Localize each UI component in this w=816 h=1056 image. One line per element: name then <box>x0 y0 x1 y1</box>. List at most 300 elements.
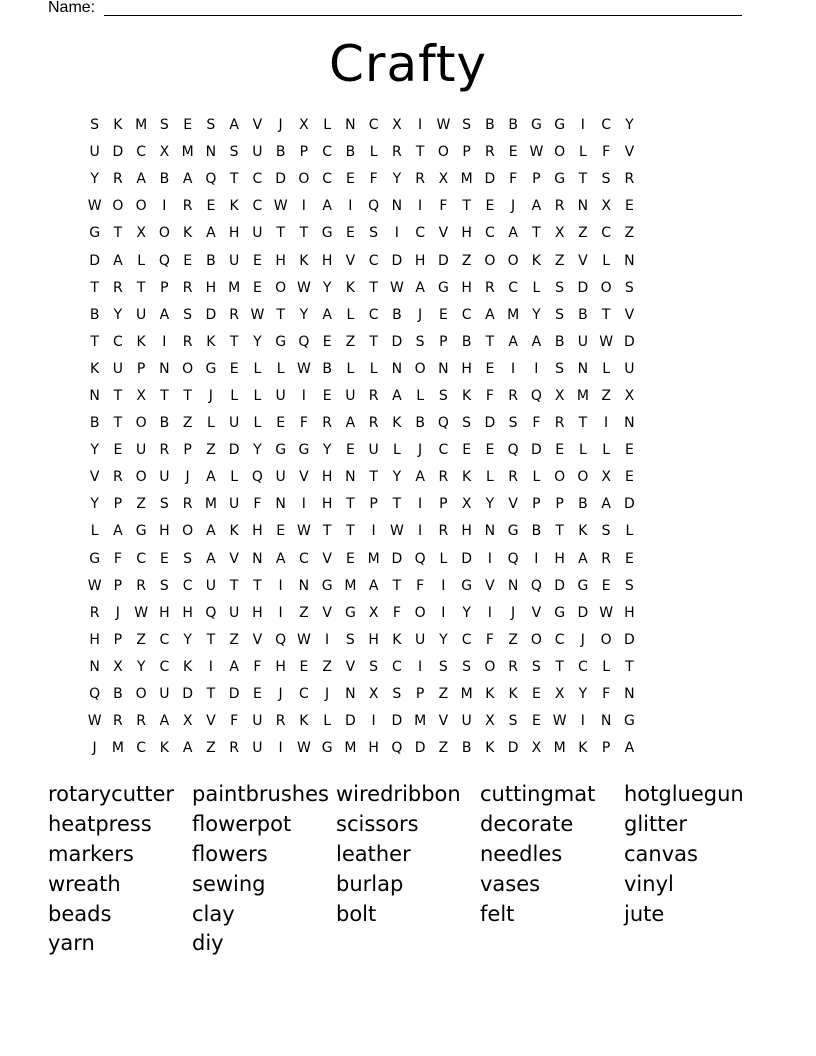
grid-letter: N <box>577 360 589 377</box>
grid-letter: I <box>580 117 585 134</box>
grid-letter: T <box>276 306 285 323</box>
grid-letter: W <box>296 360 311 377</box>
grid-letter: W <box>296 523 311 540</box>
grid-letter: L <box>602 442 611 459</box>
grid-letter: R <box>113 171 123 188</box>
grid-letter: W <box>134 604 149 621</box>
grid-letter: N <box>252 550 263 567</box>
grid-letter: Y <box>113 306 123 323</box>
grid-letter: L <box>230 469 239 486</box>
grid-letter: M <box>344 740 357 757</box>
grid-row <box>83 546 734 573</box>
grid-letter: C <box>182 577 193 594</box>
grid-letter: T <box>322 523 332 540</box>
grid-letter: I <box>487 604 492 621</box>
grid-letter: B <box>206 252 216 269</box>
grid-letter: S <box>369 225 379 242</box>
grid-letter: R <box>182 333 193 350</box>
grid-letter: J <box>92 740 97 757</box>
grid-letter: Y <box>90 442 99 459</box>
grid-letter: E <box>113 442 123 459</box>
grid-letter: O <box>182 523 194 540</box>
grid-letter: F <box>253 658 262 675</box>
grid-letter: I <box>301 387 306 404</box>
grid-letter: W <box>87 577 102 594</box>
grid-letter: M <box>135 117 148 134</box>
grid-letter: D <box>391 713 403 730</box>
grid-letter: T <box>276 225 285 242</box>
grid-row <box>83 491 734 518</box>
grid-letter: T <box>346 496 355 513</box>
grid-letter: M <box>553 740 566 757</box>
grid-letter: D <box>623 333 635 350</box>
grid-letter: K <box>206 333 216 350</box>
grid-letter: C <box>461 631 472 648</box>
word-list-item: beads <box>48 901 112 926</box>
grid-letter: H <box>182 604 193 621</box>
grid-letter: H <box>554 550 565 567</box>
grid-letter: T <box>229 333 239 350</box>
grid-letter: K <box>183 225 193 242</box>
grid-letter: T <box>601 306 611 323</box>
grid-letter: C <box>322 144 333 161</box>
grid-letter: O <box>600 279 612 296</box>
grid-row <box>83 275 734 302</box>
grid-letter: B <box>159 415 170 432</box>
grid-letter: G <box>135 523 147 540</box>
grid-letter: P <box>601 740 611 757</box>
grid-letter: X <box>368 686 379 703</box>
grid-letter: C <box>136 550 147 567</box>
grid-letter: L <box>416 387 425 404</box>
grid-letter: E <box>276 415 286 432</box>
grid-letter: Z <box>345 333 356 350</box>
grid-letter: O <box>554 469 566 486</box>
grid-letter: D <box>484 415 496 432</box>
grid-letter: C <box>368 252 379 269</box>
grid-letter: F <box>485 387 494 404</box>
grid-letter: L <box>346 360 355 377</box>
word-list-item: clay <box>192 901 235 926</box>
word-list-item: jute <box>624 901 665 926</box>
grid-letter: L <box>439 550 448 567</box>
grid-letter: U <box>89 144 100 161</box>
grid-letter: G <box>89 550 101 567</box>
grid-row <box>83 573 734 600</box>
grid-letter: E <box>345 442 355 459</box>
grid-letter: X <box>601 469 611 486</box>
grid-letter: Z <box>438 686 449 703</box>
grid-letter: V <box>252 117 263 134</box>
grid-letter: O <box>414 360 426 377</box>
grid-letter: K <box>299 252 309 269</box>
grid-row <box>83 681 734 708</box>
grid-letter: F <box>439 198 448 215</box>
grid-letter: J <box>115 604 120 621</box>
grid-letter: N <box>438 360 449 377</box>
grid-letter: L <box>137 252 146 269</box>
grid-letter: Y <box>439 631 448 648</box>
grid-letter: Y <box>485 496 495 513</box>
grid-letter: T <box>578 171 588 188</box>
grid-letter: N <box>345 469 356 486</box>
grid-letter: D <box>484 171 496 188</box>
grid-letter: B <box>461 333 472 350</box>
grid-letter: A <box>113 252 123 269</box>
grid-letter: I <box>534 550 539 567</box>
grid-letter: V <box>299 469 309 486</box>
grid-letter: M <box>367 550 380 567</box>
grid-letter: I <box>162 198 167 215</box>
grid-letter: H <box>252 604 263 621</box>
grid-letter: T <box>160 387 169 404</box>
grid-letter: L <box>323 713 332 730</box>
grid-letter: Q <box>205 604 217 621</box>
grid-letter: P <box>369 496 378 513</box>
grid-letter: W <box>296 279 311 296</box>
grid-letter: J <box>418 306 423 323</box>
grid-letter: V <box>322 550 332 567</box>
grid-letter: J <box>208 387 213 404</box>
grid-letter: A <box>206 469 216 486</box>
grid-letter: L <box>253 415 262 432</box>
grid-letter: L <box>346 306 355 323</box>
grid-letter: M <box>228 279 241 296</box>
grid-letter: V <box>229 550 239 567</box>
grid-letter: L <box>602 658 611 675</box>
grid-letter: Z <box>206 740 216 757</box>
grid-letter: U <box>345 387 356 404</box>
grid-letter: T <box>392 496 402 513</box>
grid-letter: H <box>321 469 333 486</box>
grid-letter: R <box>136 577 146 594</box>
grid-letter: Q <box>205 171 217 188</box>
grid-letter: A <box>229 658 239 675</box>
grid-letter: T <box>90 333 99 350</box>
grid-letter: Y <box>392 469 402 486</box>
grid-letter: A <box>485 306 495 323</box>
word-list-item: heatpress <box>48 811 152 836</box>
grid-letter: C <box>298 550 309 567</box>
grid-letter: W <box>599 333 614 350</box>
grid-letter: S <box>601 171 611 188</box>
grid-letter: V <box>485 577 495 594</box>
grid-letter: D <box>391 252 403 269</box>
grid-letter: U <box>415 631 426 648</box>
grid-letter: O <box>484 252 496 269</box>
word-list-item: scissors <box>336 811 419 836</box>
grid-letter: W <box>436 117 451 134</box>
grid-letter: Z <box>182 415 193 432</box>
grid-letter: Q <box>530 577 542 594</box>
grid-letter: I <box>511 360 516 377</box>
grid-letter: W <box>296 740 311 757</box>
grid-letter: O <box>135 469 147 486</box>
grid-letter: Z <box>438 740 449 757</box>
grid-letter: R <box>113 279 123 296</box>
grid-letter: I <box>534 360 539 377</box>
grid-letter: U <box>136 442 147 459</box>
grid-letter: D <box>112 144 124 161</box>
grid-letter: C <box>136 144 147 161</box>
grid-letter: V <box>345 658 356 675</box>
grid-letter: C <box>484 225 495 242</box>
grid-letter: U <box>229 415 240 432</box>
grid-letter: Z <box>136 496 146 513</box>
grid-letter: V <box>252 631 263 648</box>
grid-letter: U <box>205 577 216 594</box>
grid-letter: I <box>441 577 446 594</box>
grid-letter: L <box>532 469 541 486</box>
grid-letter: E <box>252 252 262 269</box>
grid-letter: V <box>438 713 449 730</box>
grid-letter: T <box>578 415 588 432</box>
grid-letter: T <box>369 333 378 350</box>
grid-letter: H <box>414 252 426 269</box>
word-list-item: felt <box>480 901 515 926</box>
grid-letter: Q <box>507 442 519 459</box>
grid-letter: S <box>601 523 611 540</box>
word-list-item: wiredribbon <box>336 782 461 806</box>
grid-letter: G <box>461 577 473 594</box>
grid-letter: K <box>392 415 402 432</box>
grid-letter: D <box>461 550 473 567</box>
word-list-item: flowers <box>192 841 268 866</box>
grid-letter: L <box>276 360 285 377</box>
grid-letter: A <box>415 469 425 486</box>
grid-row <box>83 627 734 654</box>
grid-letter: E <box>624 442 634 459</box>
grid-letter: P <box>113 496 123 513</box>
grid-letter: W <box>529 144 544 161</box>
grid-letter: F <box>253 496 262 513</box>
grid-letter: E <box>252 279 262 296</box>
grid-letter: S <box>206 117 216 134</box>
grid-letter: E <box>485 198 495 215</box>
grid-letter: S <box>531 658 541 675</box>
grid-letter: D <box>437 252 449 269</box>
grid-letter: D <box>275 171 287 188</box>
grid-letter: A <box>624 740 635 757</box>
grid-letter: T <box>229 171 239 188</box>
grid-letter: U <box>159 686 170 703</box>
grid-letter: R <box>368 387 379 404</box>
grid-letter: N <box>391 360 403 377</box>
grid-row <box>83 383 734 410</box>
grid-letter: F <box>416 577 425 594</box>
grid-letter: G <box>275 333 287 350</box>
grid-letter: K <box>531 252 541 269</box>
grid-letter: X <box>392 117 402 134</box>
grid-letter: U <box>461 713 472 730</box>
grid-letter: G <box>321 740 333 757</box>
grid-letter: S <box>159 496 169 513</box>
grid-letter: Z <box>624 225 635 242</box>
grid-letter: H <box>368 740 379 757</box>
grid-row <box>83 247 734 274</box>
grid-letter: O <box>135 415 147 432</box>
grid-letter: I <box>418 117 423 134</box>
grid-letter: Y <box>136 658 146 675</box>
grid-letter: D <box>182 686 194 703</box>
grid-letter: M <box>460 171 473 188</box>
grid-letter: N <box>89 658 100 675</box>
word-list-item: rotarycutter <box>48 782 175 806</box>
grid-letter: L <box>253 360 262 377</box>
grid-letter: L <box>230 387 239 404</box>
grid-letter: O <box>484 658 496 675</box>
grid-letter: C <box>368 117 379 134</box>
grid-letter: E <box>252 686 262 703</box>
grid-letter: A <box>392 387 402 404</box>
word-list-item: yarn <box>48 931 95 956</box>
grid-letter: N <box>345 117 356 134</box>
grid-row <box>83 139 734 166</box>
grid-letter: T <box>113 387 123 404</box>
grid-letter: T <box>415 144 425 161</box>
grid-letter: C <box>159 631 170 648</box>
grid-letter: Q <box>437 415 449 432</box>
grid-letter: R <box>113 469 123 486</box>
grid-letter: E <box>299 658 309 675</box>
grid-letter: V <box>508 496 518 513</box>
grid-letter: O <box>135 198 147 215</box>
grid-row <box>83 437 734 464</box>
grid-letter: O <box>298 171 310 188</box>
grid-letter: R <box>624 171 635 188</box>
grid-letter: B <box>89 306 100 323</box>
grid-letter: L <box>369 360 378 377</box>
word-list-item: needles <box>480 841 563 866</box>
grid-letter: I <box>208 658 213 675</box>
grid-letter: S <box>462 117 472 134</box>
grid-letter: F <box>485 631 494 648</box>
grid-letter: I <box>162 333 167 350</box>
grid-letter: V <box>345 252 356 269</box>
grid-letter: N <box>345 686 356 703</box>
grid-letter: E <box>485 442 495 459</box>
grid-letter: W <box>389 279 404 296</box>
grid-letter: N <box>484 523 496 540</box>
grid-letter: E <box>624 198 634 215</box>
grid-letter: X <box>554 686 565 703</box>
grid-letter: P <box>439 496 448 513</box>
grid-letter: A <box>322 198 332 215</box>
grid-letter: V <box>624 144 635 161</box>
grid-letter: R <box>229 740 239 757</box>
grid-letter: Q <box>530 387 542 404</box>
grid-letter: Z <box>229 631 239 648</box>
grid-letter: X <box>368 604 379 621</box>
grid-letter: H <box>461 279 472 296</box>
grid-letter: C <box>601 117 612 134</box>
grid-letter: P <box>439 333 448 350</box>
grid-letter: K <box>183 658 193 675</box>
grid-letter: I <box>278 740 283 757</box>
grid-letter: Q <box>89 686 101 703</box>
grid-letter: Y <box>299 306 309 323</box>
grid-letter: E <box>206 198 216 215</box>
grid-letter: I <box>418 523 423 540</box>
grid-letter: C <box>415 225 426 242</box>
grid-letter: H <box>159 523 170 540</box>
grid-letter: H <box>321 496 333 513</box>
grid-letter: F <box>392 604 401 621</box>
grid-letter: N <box>624 252 635 269</box>
grid-letter: Z <box>578 225 588 242</box>
grid-letter: T <box>369 469 378 486</box>
grid-letter: H <box>228 225 240 242</box>
grid-letter: X <box>624 387 635 404</box>
grid-letter: U <box>252 713 263 730</box>
grid-row <box>83 329 734 356</box>
grid-letter: F <box>299 415 308 432</box>
grid-letter: B <box>508 117 518 134</box>
grid-letter: T <box>532 225 541 242</box>
grid-letter: I <box>278 577 283 594</box>
grid-letter: K <box>229 198 239 215</box>
grid-row <box>83 112 734 139</box>
grid-letter: E <box>462 442 472 459</box>
grid-letter: P <box>113 577 123 594</box>
grid-letter: B <box>322 360 332 377</box>
grid-letter: A <box>113 523 123 540</box>
grid-letter: A <box>229 117 239 134</box>
grid-letter: R <box>182 496 193 513</box>
grid-letter: S <box>345 631 355 648</box>
grid-letter: Y <box>392 171 402 188</box>
grid-letter: T <box>462 198 471 215</box>
word-list-item: hotgluegun <box>624 782 744 806</box>
word-list-item: vinyl <box>624 871 674 896</box>
grid-letter: P <box>113 631 123 648</box>
grid-row <box>83 600 734 627</box>
grid-letter: F <box>230 713 239 730</box>
grid-letter: C <box>159 658 170 675</box>
grid-letter: V <box>322 604 332 621</box>
grid-letter: G <box>321 225 333 242</box>
grid-letter: I <box>418 658 423 675</box>
grid-letter: R <box>322 415 332 432</box>
grid-row <box>83 356 734 383</box>
puzzle-title: Crafty <box>328 35 488 93</box>
grid-letter: H <box>252 523 263 540</box>
grid-letter: Q <box>275 631 287 648</box>
grid-letter: W <box>250 306 265 323</box>
grid-letter: T <box>392 577 402 594</box>
grid-letter: I <box>441 604 446 621</box>
grid-letter: Q <box>298 333 310 350</box>
grid-letter: G <box>344 604 356 621</box>
grid-letter: C <box>298 686 309 703</box>
grid-row <box>83 464 734 491</box>
grid-letter: Y <box>253 442 262 459</box>
grid-letter: M <box>181 144 194 161</box>
grid-letter: Q <box>507 550 519 567</box>
grid-letter: L <box>323 117 332 134</box>
grid-letter: T <box>299 225 309 242</box>
grid-row <box>83 735 734 762</box>
grid-letter: X <box>182 713 193 730</box>
grid-letter: L <box>532 279 541 296</box>
grid-letter: A <box>508 333 518 350</box>
grid-letter: R <box>508 658 518 675</box>
grid-letter: U <box>275 469 286 486</box>
grid-letter: V <box>578 252 588 269</box>
grid-letter: D <box>391 333 403 350</box>
grid-letter: J <box>325 686 330 703</box>
grid-letter: I <box>418 198 423 215</box>
